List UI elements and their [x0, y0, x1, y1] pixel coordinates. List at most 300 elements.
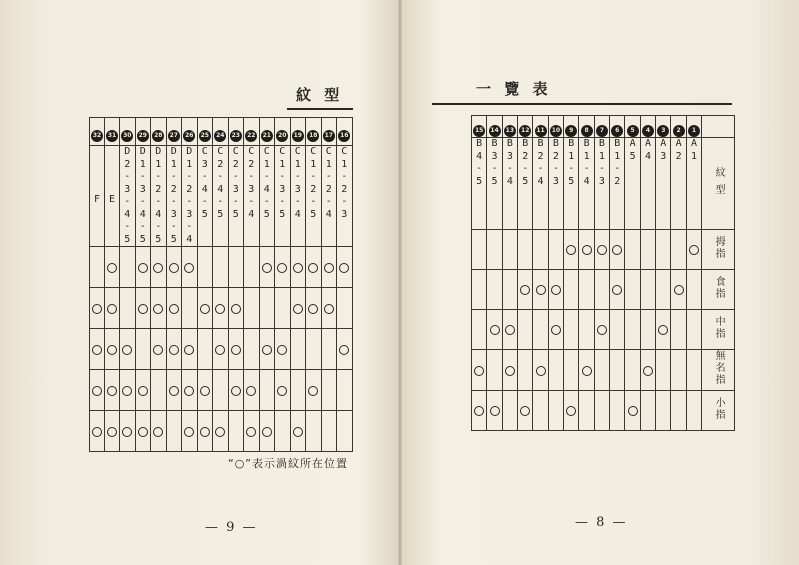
whorl-circle-icon — [597, 325, 607, 335]
mark-cell — [610, 310, 625, 350]
mark-cell — [656, 310, 671, 350]
header-cell — [306, 118, 322, 146]
type-cell — [166, 146, 182, 247]
type-code: C 1 - 2 - 5 — [310, 146, 317, 220]
header-blank-cell — [702, 116, 735, 138]
mark-cell — [306, 247, 322, 288]
right-pattern-table — [471, 115, 735, 431]
number-badge: 3 — [657, 125, 669, 137]
mark-cell — [151, 247, 167, 288]
type-code: B 2 - 5 — [522, 138, 529, 187]
mark-cell — [259, 247, 275, 288]
number-badge: 7 — [596, 125, 608, 137]
mark-cell — [337, 329, 353, 370]
number-badge: 5 — [627, 125, 639, 137]
mark-cell — [105, 370, 120, 411]
mark-cell — [321, 370, 337, 411]
type-code: C 2 - 4 - 5 — [217, 146, 224, 220]
number-badge: 28 — [152, 130, 164, 142]
number-badge: 13 — [504, 125, 516, 137]
header-cell — [290, 118, 306, 146]
whorl-circle-icon — [566, 245, 576, 255]
whorl-circle-icon — [153, 263, 163, 273]
mark-cell — [640, 310, 655, 350]
header-cell — [337, 118, 353, 146]
mark-cell — [548, 230, 563, 270]
mark-cell — [472, 230, 487, 270]
row-label-cell — [702, 138, 735, 230]
mark-cell — [135, 411, 151, 452]
type-cell — [640, 138, 655, 230]
whorl-circle-icon — [169, 386, 179, 396]
number-badge: 17 — [323, 130, 335, 142]
type-code: B 3 - 4 — [506, 138, 513, 187]
mark-cell — [594, 310, 609, 350]
number-badge: 9 — [565, 125, 577, 137]
number-badge: 12 — [519, 125, 531, 137]
mark-cell — [290, 288, 306, 329]
mark-cell — [533, 310, 548, 350]
whorl-circle-icon — [566, 406, 576, 416]
whorl-circle-icon — [643, 366, 653, 376]
whorl-circle-icon — [536, 285, 546, 295]
whorl-circle-icon — [505, 366, 515, 376]
mark-cell — [244, 370, 260, 411]
mark-cell — [151, 329, 167, 370]
mark-cell — [472, 310, 487, 350]
mark-cell — [197, 288, 213, 329]
type-code: C 1 - 3 - 5 — [279, 146, 286, 220]
type-cell — [594, 138, 609, 230]
header-cell — [518, 116, 533, 138]
type-code: A 4 — [644, 138, 651, 162]
mark-cell — [259, 288, 275, 329]
number-badge: 18 — [307, 130, 319, 142]
mark-cell — [656, 230, 671, 270]
book-gutter — [398, 0, 402, 565]
mark-cell — [686, 310, 701, 350]
mark-cell — [671, 270, 686, 310]
type-code: B 2 - 3 — [552, 138, 559, 187]
type-cell — [472, 138, 487, 230]
whorl-circle-icon — [308, 386, 318, 396]
finger-label: 無名指 — [713, 350, 725, 386]
mark-cell — [290, 329, 306, 370]
type-cell — [625, 138, 640, 230]
number-badge: 11 — [535, 125, 547, 137]
type-cell — [518, 138, 533, 230]
whorl-circle-icon — [184, 427, 194, 437]
header-cell — [105, 118, 120, 146]
mark-cell — [105, 329, 120, 370]
type-code: A 2 — [675, 138, 682, 162]
whorl-circle-icon — [215, 345, 225, 355]
whorl-circle-icon — [674, 285, 684, 295]
whorl-circle-icon — [138, 263, 148, 273]
header-cell — [120, 118, 136, 146]
mark-cell — [151, 370, 167, 411]
mark-cell — [90, 329, 105, 370]
header-cell — [487, 116, 502, 138]
mark-cell — [518, 391, 533, 431]
mark-cell — [166, 288, 182, 329]
whorl-circle-icon — [215, 427, 225, 437]
type-cell — [228, 146, 244, 247]
whorl-circle-icon — [262, 263, 272, 273]
type-cell — [197, 146, 213, 247]
mark-cell — [105, 247, 120, 288]
type-cell — [533, 138, 548, 230]
mark-cell — [290, 411, 306, 452]
whorl-circle-icon — [612, 285, 622, 295]
mark-cell — [640, 230, 655, 270]
whorl-circle-icon — [138, 304, 148, 314]
whorl-circle-icon — [582, 245, 592, 255]
whorl-circle-icon — [551, 285, 561, 295]
mark-cell — [594, 350, 609, 391]
type-code: C 1 - 3 - 4 — [294, 146, 301, 220]
mark-cell — [533, 350, 548, 391]
type-code: B 1 - 2 — [614, 138, 621, 187]
mark-cell — [244, 329, 260, 370]
type-cell — [275, 146, 291, 247]
type-code: C 2 - 3 - 5 — [232, 146, 239, 220]
mark-cell — [533, 391, 548, 431]
mark-cell — [306, 329, 322, 370]
type-code: B 1 - 4 — [583, 138, 590, 187]
mark-cell — [640, 270, 655, 310]
finger-label: 食指 — [713, 275, 725, 300]
type-code: A 1 — [690, 138, 697, 162]
type-code: D 1 - 2 - 3 - 4 — [186, 146, 193, 245]
mark-cell — [197, 370, 213, 411]
mark-cell — [686, 391, 701, 431]
header-cell — [90, 118, 105, 146]
mark-cell — [166, 247, 182, 288]
type-cell — [321, 146, 337, 247]
number-badge: 14 — [489, 125, 501, 137]
number-badge: 10 — [550, 125, 562, 137]
type-cell — [548, 138, 563, 230]
circle-legend-note: “○”表示渦紋所在位置 — [228, 457, 348, 470]
header-cell — [259, 118, 275, 146]
whorl-circle-icon — [277, 263, 287, 273]
type-code: D 1 - 3 - 4 - 5 — [139, 146, 146, 245]
mark-cell — [213, 411, 229, 452]
right-header-row — [472, 116, 735, 138]
whorl-circle-icon — [658, 325, 668, 335]
mark-cell — [275, 247, 291, 288]
finger-row — [472, 270, 735, 310]
mark-cell — [579, 310, 594, 350]
whorl-circle-icon — [215, 304, 225, 314]
mark-cell — [625, 310, 640, 350]
number-badge: 6 — [611, 125, 623, 137]
mark-cell — [610, 350, 625, 391]
whorl-circle-icon — [138, 386, 148, 396]
whorl-circle-icon — [107, 427, 117, 437]
mark-cell — [533, 270, 548, 310]
header-cell — [228, 118, 244, 146]
type-code: B 2 - 4 — [537, 138, 544, 187]
finger-row — [472, 230, 735, 270]
type-cell — [213, 146, 229, 247]
finger-label-cell — [702, 270, 735, 310]
mark-cell — [182, 247, 198, 288]
whorl-circle-icon — [246, 386, 256, 396]
left-page-number: — 9 — — [205, 520, 258, 535]
mark-cell — [228, 288, 244, 329]
number-badge: 15 — [473, 125, 485, 137]
number-badge: 32 — [91, 130, 103, 142]
mark-cell — [640, 391, 655, 431]
mark-cell — [625, 350, 640, 391]
mark-cell — [502, 230, 517, 270]
mark-cell — [275, 288, 291, 329]
type-cell — [671, 138, 686, 230]
mark-cell — [610, 230, 625, 270]
left-type-row — [90, 146, 353, 247]
header-cell — [166, 118, 182, 146]
type-cell — [244, 146, 260, 247]
left-header-row — [90, 118, 353, 146]
mark-cell — [564, 391, 579, 431]
mark-cell — [213, 329, 229, 370]
whorl-circle-icon — [153, 304, 163, 314]
mark-cell — [90, 411, 105, 452]
whorl-circle-icon — [184, 345, 194, 355]
whorl-circle-icon — [107, 263, 117, 273]
whorl-circle-icon — [107, 386, 117, 396]
mark-cell — [259, 329, 275, 370]
whorl-circle-icon — [92, 345, 102, 355]
mark-cell — [182, 370, 198, 411]
whorl-circle-icon — [551, 325, 561, 335]
number-badge: 16 — [338, 130, 350, 142]
mark-cell — [502, 310, 517, 350]
number-badge: 30 — [121, 130, 133, 142]
whorl-circle-icon — [92, 427, 102, 437]
finger-label: 小指 — [713, 396, 725, 421]
mark-cell — [259, 370, 275, 411]
type-cell — [306, 146, 322, 247]
mark-cell — [610, 391, 625, 431]
type-code: B 3 - 5 — [491, 138, 498, 187]
mark-cell — [671, 310, 686, 350]
whorl-circle-icon — [293, 427, 303, 437]
header-cell — [548, 116, 563, 138]
finger-row — [472, 391, 735, 431]
whorl-circle-icon — [92, 386, 102, 396]
mark-cell — [105, 411, 120, 452]
whorl-circle-icon — [339, 263, 349, 273]
mark-cell — [564, 310, 579, 350]
mark-cell — [518, 350, 533, 391]
finger-label-cell — [702, 350, 735, 391]
mark-cell — [259, 411, 275, 452]
whorl-circle-icon — [107, 345, 117, 355]
header-cell — [244, 118, 260, 146]
mark-cell — [564, 230, 579, 270]
type-code: D 1 - 2 - 4 - 5 — [155, 146, 162, 245]
type-cell — [259, 146, 275, 247]
mark-cell — [564, 270, 579, 310]
header-cell — [579, 116, 594, 138]
type-cell — [105, 146, 120, 247]
type-code: E — [108, 193, 116, 205]
mark-cell — [197, 329, 213, 370]
mark-cell — [625, 270, 640, 310]
mark-cell — [275, 329, 291, 370]
header-cell — [151, 118, 167, 146]
mark-cell — [686, 230, 701, 270]
whorl-circle-icon — [277, 386, 287, 396]
mark-cell — [337, 247, 353, 288]
type-code: C 3 - 4 - 5 — [201, 146, 208, 220]
mark-cell — [548, 310, 563, 350]
whorl-circle-icon — [184, 263, 194, 273]
whorl-circle-icon — [231, 345, 241, 355]
mark-cell — [306, 370, 322, 411]
mark-cell — [90, 370, 105, 411]
whorl-circle-icon — [490, 325, 500, 335]
whorl-circle-icon — [597, 245, 607, 255]
whorl-circle-icon — [92, 304, 102, 314]
number-badge: 20 — [276, 130, 288, 142]
whorl-circle-icon — [262, 427, 272, 437]
whorl-circle-icon — [122, 345, 132, 355]
whorl-circle-icon — [293, 304, 303, 314]
mark-cell — [579, 350, 594, 391]
whorl-circle-icon — [107, 304, 117, 314]
mark-cell — [182, 411, 198, 452]
mark-cell — [337, 288, 353, 329]
left-heading: 紋 型 — [296, 86, 344, 104]
number-badge: 26 — [183, 130, 195, 142]
mark-cell — [105, 288, 120, 329]
mark-cell — [120, 411, 136, 452]
whorl-circle-icon — [520, 285, 530, 295]
mark-cell — [671, 391, 686, 431]
mark-cell — [244, 411, 260, 452]
finger-row — [90, 329, 353, 370]
header-cell — [625, 116, 640, 138]
type-cell — [610, 138, 625, 230]
type-cell — [135, 146, 151, 247]
type-cell — [120, 146, 136, 247]
mark-cell — [213, 247, 229, 288]
header-cell — [213, 118, 229, 146]
header-cell — [610, 116, 625, 138]
mark-cell — [487, 230, 502, 270]
whorl-circle-icon — [308, 263, 318, 273]
mark-cell — [182, 329, 198, 370]
finger-row — [472, 350, 735, 391]
finger-label-cell — [702, 310, 735, 350]
type-cell — [182, 146, 198, 247]
mark-cell — [472, 270, 487, 310]
mark-cell — [135, 329, 151, 370]
finger-row — [472, 310, 735, 350]
mark-cell — [228, 329, 244, 370]
whorl-circle-icon — [308, 304, 318, 314]
mark-cell — [120, 247, 136, 288]
header-cell — [472, 116, 487, 138]
whorl-circle-icon — [324, 304, 334, 314]
header-cell — [135, 118, 151, 146]
whorl-circle-icon — [122, 427, 132, 437]
mark-cell — [610, 270, 625, 310]
mark-cell — [487, 310, 502, 350]
type-cell — [90, 146, 105, 247]
mark-cell — [120, 288, 136, 329]
whorl-circle-icon — [293, 263, 303, 273]
mark-cell — [135, 247, 151, 288]
header-cell — [533, 116, 548, 138]
whorl-circle-icon — [505, 325, 515, 335]
mark-cell — [120, 370, 136, 411]
header-cell — [197, 118, 213, 146]
header-cell — [656, 116, 671, 138]
mark-cell — [197, 247, 213, 288]
mark-cell — [548, 270, 563, 310]
right-type-row — [472, 138, 735, 230]
mark-cell — [228, 247, 244, 288]
mark-cell — [686, 270, 701, 310]
finger-label-cell — [702, 391, 735, 431]
mark-cell — [625, 230, 640, 270]
mark-cell — [472, 391, 487, 431]
whorl-circle-icon — [339, 345, 349, 355]
whorl-circle-icon — [231, 304, 241, 314]
whorl-circle-icon — [169, 263, 179, 273]
whorl-circle-icon — [490, 406, 500, 416]
header-cell — [275, 118, 291, 146]
mark-cell — [90, 247, 105, 288]
mark-cell — [120, 329, 136, 370]
finger-row — [90, 247, 353, 288]
mark-cell — [275, 370, 291, 411]
type-code: B 1 - 5 — [568, 138, 575, 187]
type-code: A 5 — [629, 138, 636, 162]
mark-cell — [321, 411, 337, 452]
mark-cell — [548, 350, 563, 391]
finger-row — [90, 370, 353, 411]
finger-label-cell — [702, 230, 735, 270]
mark-cell — [579, 391, 594, 431]
mark-cell — [182, 288, 198, 329]
whorl-circle-icon — [122, 386, 132, 396]
mark-cell — [625, 391, 640, 431]
mark-cell — [197, 411, 213, 452]
mark-cell — [275, 411, 291, 452]
left-heading-rule — [287, 108, 353, 110]
whorl-circle-icon — [184, 386, 194, 396]
number-badge: 24 — [214, 130, 226, 142]
mark-cell — [306, 288, 322, 329]
header-cell — [594, 116, 609, 138]
mark-cell — [502, 350, 517, 391]
type-code: A 3 — [660, 138, 667, 162]
whorl-circle-icon — [169, 304, 179, 314]
mark-cell — [228, 370, 244, 411]
mark-cell — [337, 370, 353, 411]
mark-cell — [518, 230, 533, 270]
mark-cell — [321, 247, 337, 288]
mark-cell — [579, 230, 594, 270]
type-code: C 2 - 3 - 4 — [248, 146, 255, 220]
mark-cell — [290, 247, 306, 288]
